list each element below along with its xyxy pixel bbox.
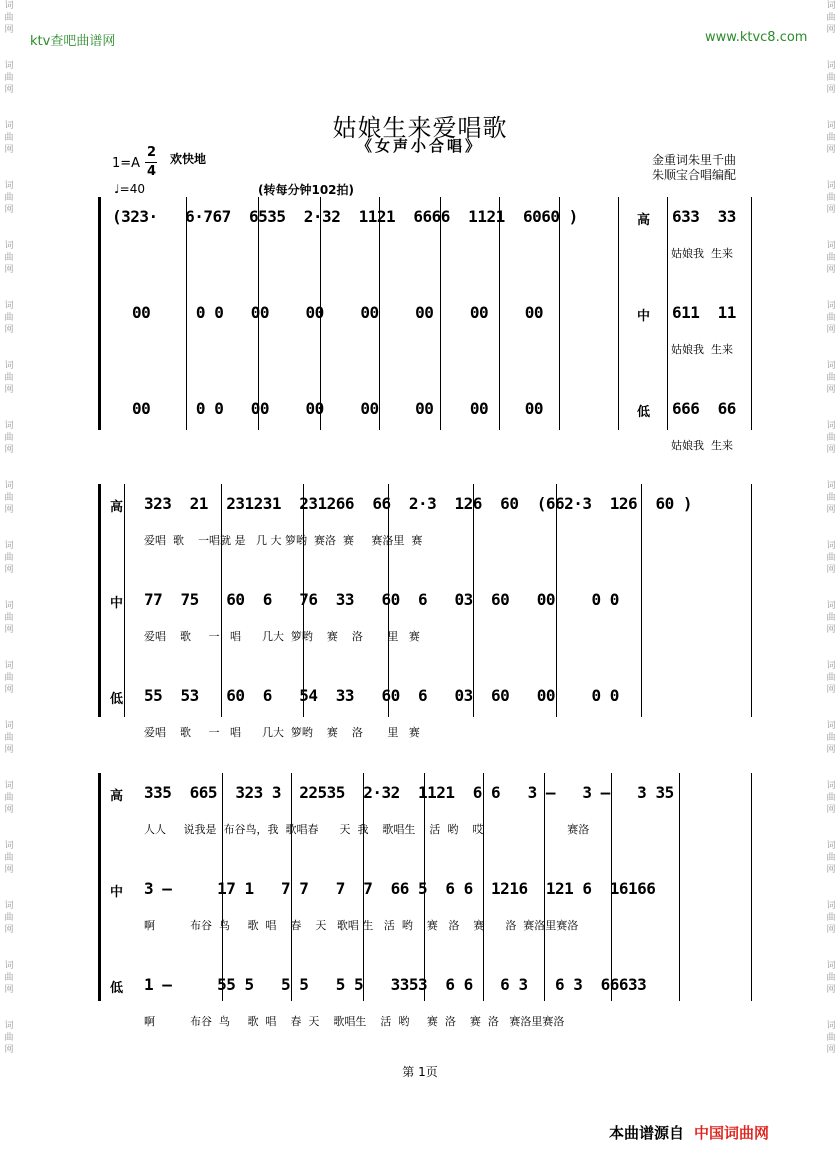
high-notes-tail: 633 33 — [672, 207, 736, 226]
score-system-1 — [98, 197, 753, 452]
low-notes: 55 53 60 6 54 33 60 6 03 60 00 0 0 — [144, 686, 619, 705]
system-brace — [98, 197, 108, 430]
low-lyric: 啊 布谷 鸟 歌 唱 春 天 歌唱生 活 哟 赛 洛 赛 洛 赛洛里赛洛 — [144, 1015, 565, 1028]
barline — [667, 197, 668, 430]
high-lyric: 姑娘我 生来 — [671, 247, 733, 260]
source-label: 本曲谱源自 — [609, 1124, 685, 1142]
mid-lyric: 爱唱 歌 一 唱 几大 箩哟 赛 洛 里 赛 — [144, 630, 420, 643]
mid-notes: 00 0 0 00 00 00 00 00 00 — [132, 303, 543, 322]
source-site-link[interactable]: 中国词曲网 — [694, 1124, 770, 1142]
low-notes: 1 — 55 5 5 5 5 5 3353 6 6 6 3 6 3 66633 — [144, 975, 647, 994]
part-label-low: 低 — [110, 981, 124, 996]
barline — [559, 197, 560, 430]
key-signature: 1=A — [112, 156, 141, 171]
barline — [751, 484, 752, 717]
part-label-low: 低 — [110, 692, 124, 707]
song-subtitle: 《女声小合唱》 — [356, 137, 483, 155]
barline — [751, 197, 752, 430]
part-label-low: 低 — [637, 405, 651, 420]
mid-lyric: 姑娘我 生来 — [671, 343, 733, 356]
score-system-2 — [98, 484, 753, 739]
source-note — [609, 1122, 769, 1143]
watermark-right: 词曲网 词曲网 词曲网 词曲网 词曲网 词曲网 词曲网 词曲网 词曲网 词曲网 词曲网 词曲网 词曲网 词曲网 词曲网 词曲网 词曲网 词曲网 — [826, 1, 836, 1055]
high-notes: 335 665 323 3 22535 2·32 1121 6 6 3 — 3 — 3 35 — [144, 783, 674, 802]
time-divider — [145, 162, 157, 163]
mid-notes-tail: 611 11 — [672, 303, 736, 322]
barline — [618, 197, 619, 430]
page-number: 第 1页 — [402, 1065, 438, 1079]
score-system-3 — [98, 773, 753, 1028]
high-notes: (323· 6·767 6535 2·32 1121 6666 1121 6060 ) — [112, 207, 578, 226]
low-notes-tail: 666 66 — [672, 399, 736, 418]
part-label-mid: 中 — [110, 596, 124, 611]
high-lyric: 爱唱 歌 一唱就 是 几 大 箩哟 赛洛 赛 赛洛里 赛 — [144, 534, 423, 547]
part-label-mid: 中 — [637, 309, 651, 324]
header-left-link[interactable]: ktv查吧曲谱网 — [30, 34, 116, 49]
barline — [751, 773, 752, 1001]
mid-notes: 3 — 17 1 7 7 7 7 66 5 6 6 1216 121 6 16166 — [144, 879, 656, 898]
mid-lyric: 啊 布谷 鸟 歌 唱 春 天 歌唱 生 活 哟 赛 洛 赛 洛 赛洛里赛洛 — [144, 919, 579, 932]
header-right-link[interactable]: www.ktvc8.com — [705, 30, 808, 45]
low-lyric: 爱唱 歌 一 唱 几大 箩哟 赛 洛 里 赛 — [144, 726, 420, 739]
system-brace — [98, 484, 108, 717]
low-lyric: 姑娘我 生来 — [671, 439, 733, 452]
credits-line2: 朱顺宝合唱编配 — [652, 168, 737, 182]
part-label-high: 高 — [110, 500, 124, 515]
high-notes: 323 21 231231 231266 66 2·3 126 60 (662·3 126 60 ) — [144, 494, 692, 513]
expression-mark: 欢快地 — [170, 152, 207, 166]
barline — [124, 484, 125, 717]
time-top: 2 — [147, 145, 157, 160]
tempo-mark: ♩=40 — [114, 182, 145, 196]
part-label-mid: 中 — [110, 885, 124, 900]
low-notes: 00 0 0 00 00 00 00 00 00 — [132, 399, 543, 418]
system-brace — [98, 773, 108, 1001]
barline — [679, 773, 680, 1001]
barline — [641, 484, 642, 717]
credits-line1: 金重词朱里千曲 — [652, 153, 737, 167]
credits — [652, 153, 736, 183]
tempo-change: (转每分钟102拍) — [258, 183, 355, 197]
mid-notes: 77 75 60 6 76 33 60 6 03 60 00 0 0 — [144, 590, 619, 609]
song-title: 姑娘生来爱唱歌 — [332, 114, 508, 142]
high-lyric: 人人 说我是 布谷鸟，我 歌唱春 天 我 歌唱生 活 哟 哎 赛洛 — [144, 823, 590, 836]
part-label-high: 高 — [110, 789, 124, 804]
part-label-high: 高 — [637, 213, 651, 228]
watermark-left: 词曲网 词曲网 词曲网 词曲网 词曲网 词曲网 词曲网 词曲网 词曲网 词曲网 词曲网 词曲网 词曲网 词曲网 词曲网 词曲网 词曲网 词曲网 — [4, 1, 14, 1055]
time-bottom: 4 — [147, 164, 157, 179]
